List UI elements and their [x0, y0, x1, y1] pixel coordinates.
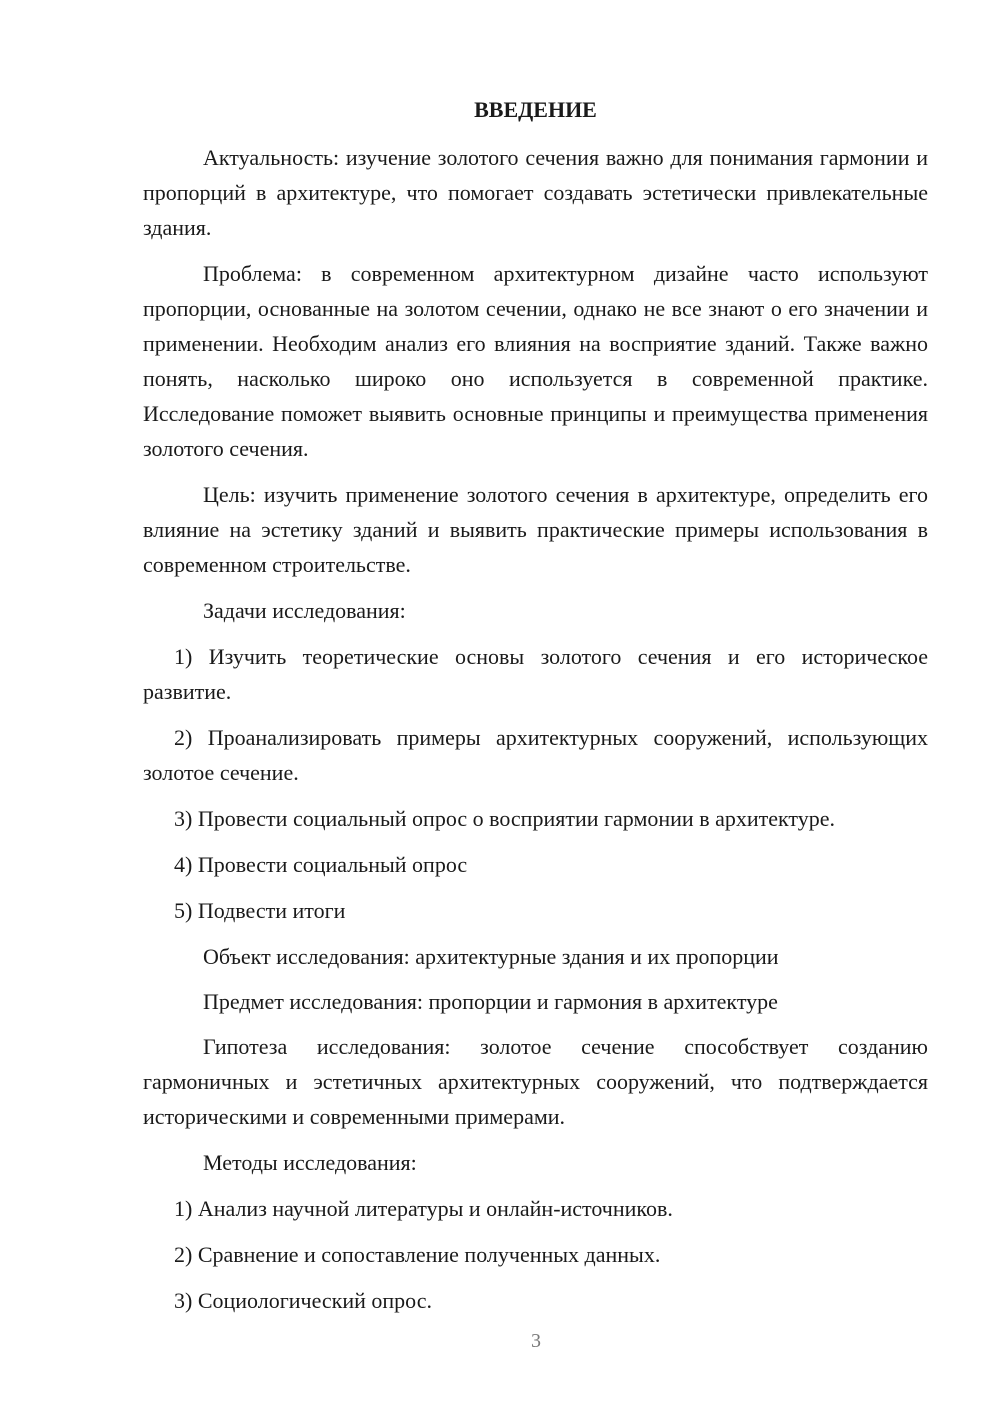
method-item-3: 3) Социологический опрос. — [174, 1288, 432, 1313]
hypothesis-paragraph: Гипотеза исследования: золотое сечение способствует созданию гармоничных и эстетичных архитектурных сооружений, что подтверждается историческими и современными примерами. — [143, 1034, 928, 1129]
task-item-4: 4) Провести социальный опрос — [174, 852, 468, 877]
task-item-5: 5) Подвести итоги — [174, 898, 346, 923]
page-number: 3 — [531, 1330, 541, 1352]
subject-paragraph: Предмет исследования: пропорции и гармония в архитектуре — [203, 989, 778, 1014]
task-item-3: 3) Провести социальный опрос о восприятии гармонии в архитектуре. — [174, 806, 835, 831]
task-item-2: 2) Проанализировать примеры архитектурных сооружений, использующих золотое сечение. — [143, 725, 928, 785]
object-paragraph: Объект исследования: архитектурные здания и их пропорции — [203, 944, 779, 969]
goal-paragraph: Цель: изучить применение золотого сечения в архитектуре, определить его влияние на эстетику зданий и выявить практические примеры использования в современном строительстве. — [143, 482, 928, 577]
methods-heading: Методы исследования: — [203, 1150, 417, 1175]
problem-paragraph: Проблема: в современном архитектурном дизайне часто используют пропорции, основанные на золотом сечении, однако не все знают о его значении и применении. Необходим анализ его влияния на восприятие зданий. Также важно понять, насколько широко оно используется в современной практике. Исследование поможет выявить основные принципы и преимущества применения золотого сечения. — [143, 261, 928, 461]
tasks-heading: Задачи исследования: — [203, 598, 406, 623]
document-page — [143, 92, 928, 1329]
relevance-paragraph: Актуальность: изучение золотого сечения важно для понимания гармонии и пропорций в архитектуре, что помогает создавать эстетически привлекательные здания. — [143, 145, 928, 240]
method-item-1: 1) Анализ научной литературы и онлайн-источников. — [174, 1196, 673, 1221]
method-item-2: 2) Сравнение и сопоставление полученных данных. — [174, 1242, 661, 1267]
section-title: ВВЕДЕНИЕ — [474, 97, 597, 122]
task-item-1: 1) Изучить теоретические основы золотого сечения и его историческое развитие. — [143, 644, 928, 704]
